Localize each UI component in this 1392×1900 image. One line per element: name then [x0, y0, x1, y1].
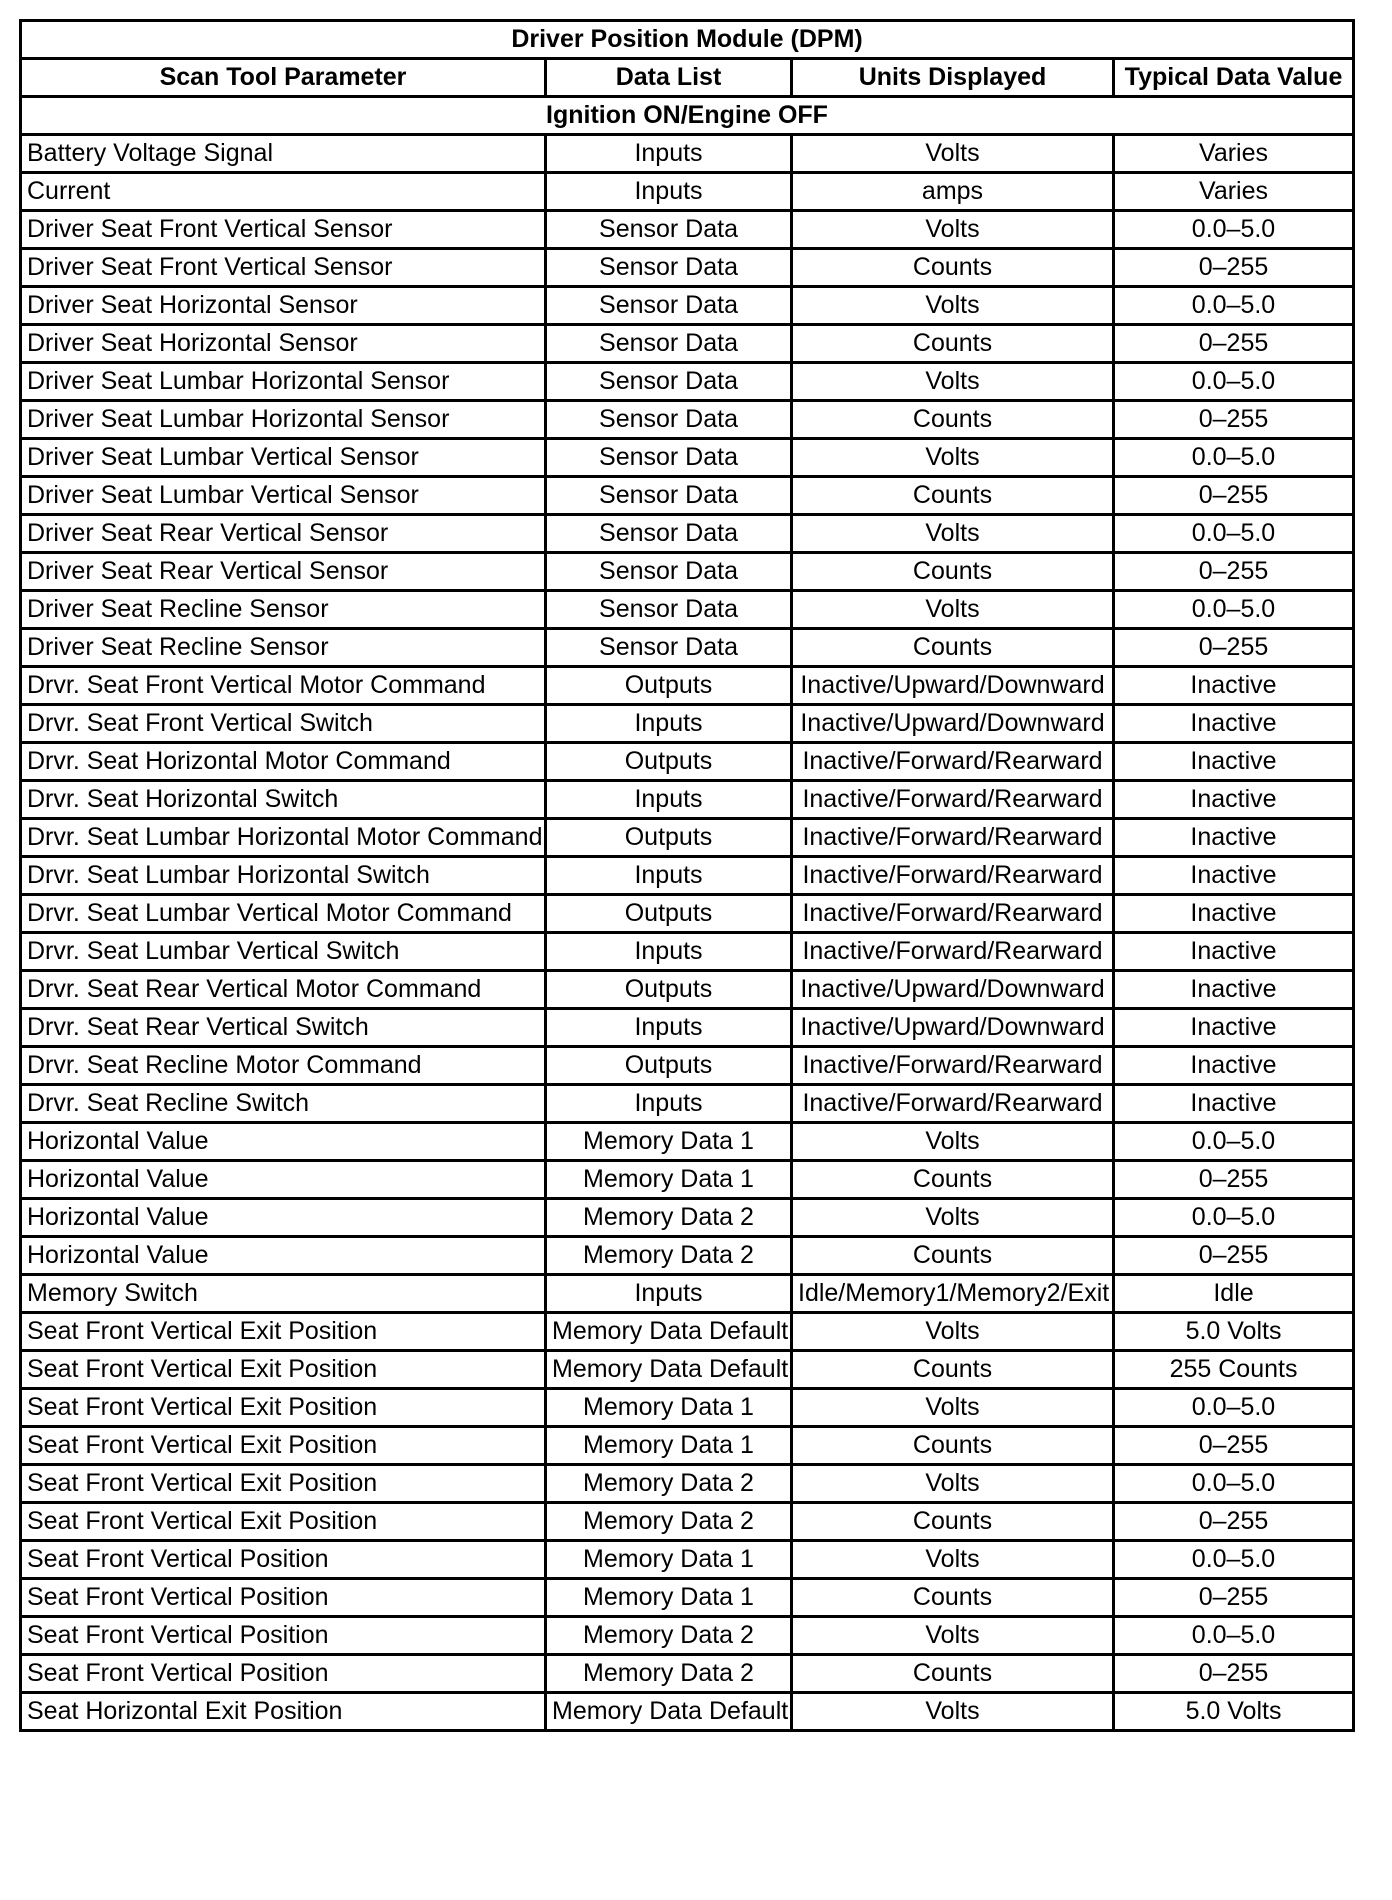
cell-typical-value: 0–255: [1114, 249, 1354, 287]
cell-units: Inactive/Forward/Rearward: [792, 933, 1114, 971]
cell-typical-value: 0–255: [1114, 629, 1354, 667]
cell-parameter: Seat Front Vertical Position: [21, 1579, 546, 1617]
cell-typical-value: Varies: [1114, 173, 1354, 211]
cell-typical-value: 0.0–5.0: [1114, 1465, 1354, 1503]
cell-parameter: Battery Voltage Signal: [21, 135, 546, 173]
table-row: [21, 439, 1354, 477]
cell-units: Volts: [792, 1123, 1114, 1161]
cell-parameter: Drvr. Seat Lumbar Horizontal Motor Command: [21, 819, 546, 857]
cell-typical-value: Inactive: [1114, 971, 1354, 1009]
cell-parameter: Horizontal Value: [21, 1199, 546, 1237]
cell-units: Counts: [792, 629, 1114, 667]
cell-typical-value: 0.0–5.0: [1114, 515, 1354, 553]
cell-units: Counts: [792, 553, 1114, 591]
cell-data-list: Memory Data 1: [546, 1427, 792, 1465]
cell-units: Inactive/Forward/Rearward: [792, 743, 1114, 781]
cell-units: Volts: [792, 1199, 1114, 1237]
cell-units: Inactive/Forward/Rearward: [792, 1047, 1114, 1085]
cell-data-list: Memory Data 2: [546, 1655, 792, 1693]
cell-parameter: Memory Switch: [21, 1275, 546, 1313]
cell-data-list: Sensor Data: [546, 439, 792, 477]
cell-parameter: Driver Seat Lumbar Vertical Sensor: [21, 439, 546, 477]
cell-parameter: Drvr. Seat Rear Vertical Motor Command: [21, 971, 546, 1009]
table-row: [21, 1693, 1354, 1731]
cell-data-list: Sensor Data: [546, 211, 792, 249]
cell-units: Counts: [792, 1579, 1114, 1617]
cell-typical-value: 0–255: [1114, 401, 1354, 439]
cell-data-list: Sensor Data: [546, 477, 792, 515]
cell-typical-value: Inactive: [1114, 667, 1354, 705]
cell-units: Counts: [792, 401, 1114, 439]
cell-data-list: Inputs: [546, 781, 792, 819]
cell-parameter: Horizontal Value: [21, 1123, 546, 1161]
cell-parameter: Driver Seat Lumbar Horizontal Sensor: [21, 401, 546, 439]
table-row: [21, 1465, 1354, 1503]
cell-units: Inactive/Forward/Rearward: [792, 781, 1114, 819]
cell-parameter: Drvr. Seat Front Vertical Switch: [21, 705, 546, 743]
cell-data-list: Inputs: [546, 857, 792, 895]
table-row: [21, 135, 1354, 173]
cell-typical-value: 0–255: [1114, 325, 1354, 363]
cell-parameter: Drvr. Seat Horizontal Motor Command: [21, 743, 546, 781]
cell-parameter: Seat Front Vertical Exit Position: [21, 1351, 546, 1389]
table-row: [21, 1123, 1354, 1161]
cell-units: Inactive/Forward/Rearward: [792, 857, 1114, 895]
header-scan-tool-parameter: Scan Tool Parameter: [21, 59, 546, 97]
cell-parameter: Horizontal Value: [21, 1237, 546, 1275]
table-row: [21, 781, 1354, 819]
table-row: [21, 1503, 1354, 1541]
cell-parameter: Drvr. Seat Recline Switch: [21, 1085, 546, 1123]
cell-parameter: Drvr. Seat Horizontal Switch: [21, 781, 546, 819]
cell-typical-value: 255 Counts: [1114, 1351, 1354, 1389]
cell-parameter: Driver Seat Rear Vertical Sensor: [21, 553, 546, 591]
cell-data-list: Memory Data 1: [546, 1161, 792, 1199]
cell-data-list: Inputs: [546, 933, 792, 971]
cell-typical-value: Inactive: [1114, 705, 1354, 743]
cell-units: Volts: [792, 1313, 1114, 1351]
cell-data-list: Sensor Data: [546, 249, 792, 287]
cell-typical-value: Inactive: [1114, 781, 1354, 819]
cell-units: Inactive/Upward/Downward: [792, 971, 1114, 1009]
cell-parameter: Seat Horizontal Exit Position: [21, 1693, 546, 1731]
cell-parameter: Drvr. Seat Recline Motor Command: [21, 1047, 546, 1085]
cell-parameter: Driver Seat Rear Vertical Sensor: [21, 515, 546, 553]
dpm-data-table: [19, 19, 1355, 1732]
cell-units: Inactive/Upward/Downward: [792, 705, 1114, 743]
table-row: [21, 211, 1354, 249]
cell-parameter: Driver Seat Horizontal Sensor: [21, 325, 546, 363]
cell-data-list: Inputs: [546, 173, 792, 211]
cell-parameter: Seat Front Vertical Position: [21, 1655, 546, 1693]
cell-typical-value: Varies: [1114, 135, 1354, 173]
cell-parameter: Driver Seat Front Vertical Sensor: [21, 249, 546, 287]
cell-data-list: Sensor Data: [546, 591, 792, 629]
table-row: [21, 1427, 1354, 1465]
table-row: [21, 363, 1354, 401]
table-row: [21, 667, 1354, 705]
table-row: [21, 1199, 1354, 1237]
header-typical-data-value: Typical Data Value: [1114, 59, 1354, 97]
table-row: [21, 705, 1354, 743]
cell-units: Counts: [792, 1503, 1114, 1541]
cell-parameter: Driver Seat Lumbar Vertical Sensor: [21, 477, 546, 515]
cell-data-list: Sensor Data: [546, 515, 792, 553]
cell-units: amps: [792, 173, 1114, 211]
table-row: [21, 173, 1354, 211]
table-row: [21, 325, 1354, 363]
cell-units: Volts: [792, 135, 1114, 173]
cell-data-list: Memory Data 2: [546, 1237, 792, 1275]
table-row: [21, 1541, 1354, 1579]
cell-data-list: Outputs: [546, 1047, 792, 1085]
cell-typical-value: 0.0–5.0: [1114, 1617, 1354, 1655]
cell-parameter: Seat Front Vertical Position: [21, 1541, 546, 1579]
cell-parameter: Driver Seat Horizontal Sensor: [21, 287, 546, 325]
cell-typical-value: 0.0–5.0: [1114, 439, 1354, 477]
cell-units: Volts: [792, 1465, 1114, 1503]
cell-parameter: Drvr. Seat Front Vertical Motor Command: [21, 667, 546, 705]
table-row: [21, 1237, 1354, 1275]
cell-typical-value: 0–255: [1114, 553, 1354, 591]
cell-units: Counts: [792, 1655, 1114, 1693]
cell-data-list: Memory Data Default: [546, 1313, 792, 1351]
cell-data-list: Memory Data 2: [546, 1199, 792, 1237]
cell-data-list: Outputs: [546, 895, 792, 933]
cell-typical-value: 0–255: [1114, 1161, 1354, 1199]
cell-data-list: Memory Data 1: [546, 1389, 792, 1427]
cell-parameter: Driver Seat Front Vertical Sensor: [21, 211, 546, 249]
table-body: [21, 135, 1354, 1731]
cell-parameter: Seat Front Vertical Exit Position: [21, 1465, 546, 1503]
cell-units: Counts: [792, 1237, 1114, 1275]
cell-units: Volts: [792, 211, 1114, 249]
table-row: [21, 477, 1354, 515]
cell-typical-value: 0.0–5.0: [1114, 591, 1354, 629]
cell-typical-value: 5.0 Volts: [1114, 1693, 1354, 1731]
cell-units: Inactive/Forward/Rearward: [792, 895, 1114, 933]
cell-units: Idle/Memory1/Memory2/Exit: [792, 1275, 1114, 1313]
cell-units: Volts: [792, 287, 1114, 325]
cell-typical-value: 0–255: [1114, 1237, 1354, 1275]
cell-parameter: Seat Front Vertical Exit Position: [21, 1427, 546, 1465]
header-data-list: Data List: [546, 59, 792, 97]
cell-typical-value: 0.0–5.0: [1114, 1123, 1354, 1161]
cell-data-list: Inputs: [546, 1085, 792, 1123]
cell-units: Counts: [792, 477, 1114, 515]
cell-typical-value: Idle: [1114, 1275, 1354, 1313]
cell-units: Volts: [792, 1541, 1114, 1579]
cell-parameter: Driver Seat Lumbar Horizontal Sensor: [21, 363, 546, 401]
section-row: [21, 97, 1354, 135]
cell-typical-value: 0–255: [1114, 1427, 1354, 1465]
cell-typical-value: 0–255: [1114, 477, 1354, 515]
cell-data-list: Inputs: [546, 705, 792, 743]
cell-data-list: Memory Data Default: [546, 1693, 792, 1731]
cell-units: Volts: [792, 515, 1114, 553]
cell-typical-value: 0–255: [1114, 1579, 1354, 1617]
cell-units: Inactive/Forward/Rearward: [792, 819, 1114, 857]
cell-data-list: Sensor Data: [546, 287, 792, 325]
table-row: [21, 1161, 1354, 1199]
cell-typical-value: Inactive: [1114, 819, 1354, 857]
cell-parameter: Drvr. Seat Lumbar Vertical Switch: [21, 933, 546, 971]
cell-data-list: Memory Data 1: [546, 1541, 792, 1579]
cell-parameter: Horizontal Value: [21, 1161, 546, 1199]
table-row: [21, 515, 1354, 553]
cell-parameter: Current: [21, 173, 546, 211]
cell-typical-value: Inactive: [1114, 1085, 1354, 1123]
cell-typical-value: Inactive: [1114, 1047, 1354, 1085]
cell-typical-value: 0.0–5.0: [1114, 363, 1354, 401]
cell-units: Inactive/Forward/Rearward: [792, 1085, 1114, 1123]
cell-data-list: Outputs: [546, 971, 792, 1009]
table-row: [21, 1351, 1354, 1389]
cell-data-list: Inputs: [546, 135, 792, 173]
cell-units: Counts: [792, 325, 1114, 363]
cell-parameter: Driver Seat Recline Sensor: [21, 591, 546, 629]
cell-data-list: Memory Data Default: [546, 1351, 792, 1389]
cell-data-list: Memory Data 1: [546, 1579, 792, 1617]
cell-data-list: Sensor Data: [546, 629, 792, 667]
cell-units: Inactive/Upward/Downward: [792, 667, 1114, 705]
cell-typical-value: 0.0–5.0: [1114, 1541, 1354, 1579]
table-row: [21, 1617, 1354, 1655]
cell-data-list: Sensor Data: [546, 325, 792, 363]
table-row: [21, 1047, 1354, 1085]
cell-units: Volts: [792, 1389, 1114, 1427]
cell-data-list: Memory Data 2: [546, 1465, 792, 1503]
cell-data-list: Outputs: [546, 667, 792, 705]
table-row: [21, 1275, 1354, 1313]
table-row: [21, 743, 1354, 781]
cell-parameter: Seat Front Vertical Exit Position: [21, 1313, 546, 1351]
cell-units: Counts: [792, 1351, 1114, 1389]
table-title: Driver Position Module (DPM): [21, 21, 1354, 59]
table-row: [21, 553, 1354, 591]
cell-units: Counts: [792, 1427, 1114, 1465]
cell-data-list: Outputs: [546, 819, 792, 857]
cell-units: Counts: [792, 1161, 1114, 1199]
cell-parameter: Drvr. Seat Lumbar Horizontal Switch: [21, 857, 546, 895]
header-units-displayed: Units Displayed: [792, 59, 1114, 97]
section-label: Ignition ON/Engine OFF: [21, 97, 1354, 135]
cell-units: Volts: [792, 1693, 1114, 1731]
cell-data-list: Outputs: [546, 743, 792, 781]
table-row: [21, 249, 1354, 287]
table-row: [21, 1655, 1354, 1693]
table-row: [21, 1313, 1354, 1351]
table-row: [21, 591, 1354, 629]
table-row: [21, 629, 1354, 667]
cell-parameter: Seat Front Vertical Exit Position: [21, 1503, 546, 1541]
table-row: [21, 819, 1354, 857]
cell-data-list: Sensor Data: [546, 363, 792, 401]
cell-typical-value: 5.0 Volts: [1114, 1313, 1354, 1351]
cell-data-list: Inputs: [546, 1009, 792, 1047]
table-row: [21, 401, 1354, 439]
table-row: [21, 933, 1354, 971]
table-row: [21, 1389, 1354, 1427]
cell-parameter: Driver Seat Recline Sensor: [21, 629, 546, 667]
cell-typical-value: 0.0–5.0: [1114, 287, 1354, 325]
cell-parameter: Seat Front Vertical Position: [21, 1617, 546, 1655]
table-row: [21, 971, 1354, 1009]
table-row: [21, 857, 1354, 895]
table-row: [21, 895, 1354, 933]
cell-typical-value: 0.0–5.0: [1114, 1389, 1354, 1427]
table-row: [21, 1579, 1354, 1617]
table-row: [21, 287, 1354, 325]
cell-typical-value: 0–255: [1114, 1655, 1354, 1693]
cell-data-list: Memory Data 2: [546, 1503, 792, 1541]
cell-typical-value: Inactive: [1114, 933, 1354, 971]
cell-parameter: Drvr. Seat Lumbar Vertical Motor Command: [21, 895, 546, 933]
cell-units: Volts: [792, 591, 1114, 629]
cell-typical-value: 0.0–5.0: [1114, 211, 1354, 249]
cell-units: Inactive/Upward/Downward: [792, 1009, 1114, 1047]
cell-data-list: Inputs: [546, 1275, 792, 1313]
cell-units: Volts: [792, 1617, 1114, 1655]
cell-data-list: Sensor Data: [546, 553, 792, 591]
cell-typical-value: Inactive: [1114, 1009, 1354, 1047]
cell-data-list: Memory Data 2: [546, 1617, 792, 1655]
cell-units: Volts: [792, 363, 1114, 401]
cell-typical-value: 0–255: [1114, 1503, 1354, 1541]
cell-data-list: Memory Data 1: [546, 1123, 792, 1161]
table-row: [21, 1085, 1354, 1123]
title-row: [21, 21, 1354, 59]
table-row: [21, 1009, 1354, 1047]
cell-typical-value: Inactive: [1114, 743, 1354, 781]
cell-units: Volts: [792, 439, 1114, 477]
cell-units: Counts: [792, 249, 1114, 287]
cell-parameter: Seat Front Vertical Exit Position: [21, 1389, 546, 1427]
cell-typical-value: 0.0–5.0: [1114, 1199, 1354, 1237]
cell-typical-value: Inactive: [1114, 895, 1354, 933]
cell-parameter: Drvr. Seat Rear Vertical Switch: [21, 1009, 546, 1047]
cell-typical-value: Inactive: [1114, 857, 1354, 895]
header-row: [21, 59, 1354, 97]
cell-data-list: Sensor Data: [546, 401, 792, 439]
